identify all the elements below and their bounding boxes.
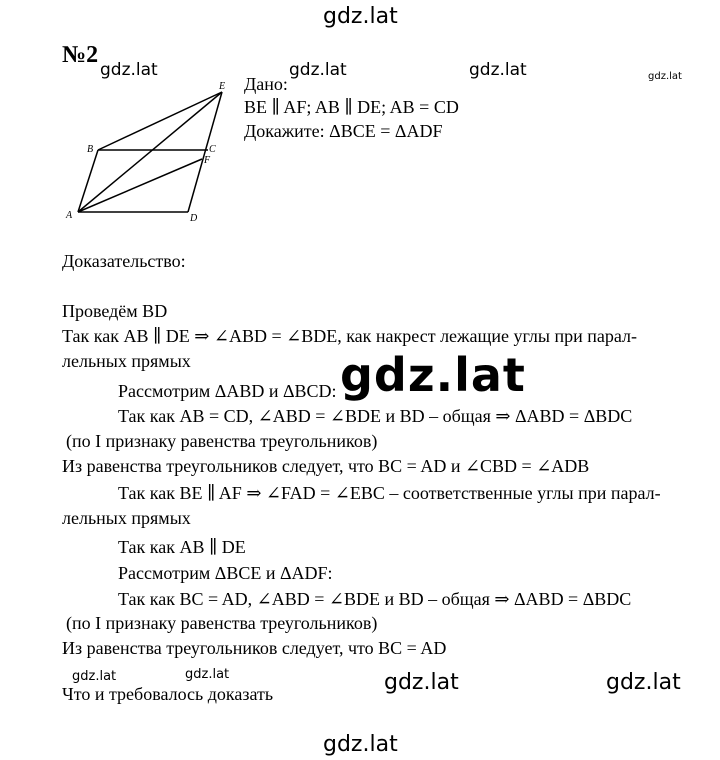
proof-line: Так как BE ∥ AF ⇒ ∠FAD = ∠EBC – соответственные углы при парал- [118, 483, 661, 503]
label-f: F [204, 155, 211, 166]
proof-line: Рассмотрим ΔABD и ΔBCD: [118, 381, 337, 401]
proof-line: (по I признаку равенства треугольников) [66, 431, 378, 451]
proof-line: Проведём BD [62, 301, 168, 321]
segment-ae [78, 92, 222, 212]
watermark-header-mid2: gdz.lat [469, 60, 527, 80]
segment-af [78, 159, 202, 212]
label-a: A [66, 210, 73, 221]
watermark-bottom-right: gdz.lat [606, 670, 681, 695]
watermark-bottom-left1: gdz.lat [72, 669, 117, 684]
label-d: D [190, 213, 198, 224]
watermark-header-mid1: gdz.lat [289, 60, 347, 80]
proof-line: (по I признаку равенства треугольников) [66, 613, 378, 633]
problem-number: №2 [62, 42, 99, 68]
proof-conclusion: Что и требовалось доказать [62, 684, 274, 704]
proof-line: Так как BC = AD, ∠ABD = ∠BDE и BD – общая ⇒ ΔABD = ΔBDC [118, 589, 632, 609]
proof-line: Из равенства треугольников следует, что BC = AD и ∠CBD = ∠ADB [62, 456, 590, 476]
watermark-footer: gdz.lat [323, 732, 398, 757]
proof-line: Так как AB ∥ DE [118, 537, 246, 557]
label-c: C [209, 144, 216, 155]
segment-be [98, 92, 222, 150]
given-label: Дано: [244, 74, 288, 94]
label-e: E [219, 81, 226, 92]
proof-line: лельных прямых [62, 508, 191, 528]
proof-line: Рассмотрим ΔBCE и ΔADF: [118, 563, 333, 583]
segment-dc [188, 92, 222, 212]
watermark-header-left: gdz.lat [100, 60, 158, 80]
proof-line: Так как AB = CD, ∠ABD = ∠BDE и BD – общая ⇒ ΔABD = ΔBDC [118, 406, 633, 426]
label-b: B [87, 144, 94, 155]
proof-heading: Доказательство: [62, 251, 186, 271]
given-conditions: BE ∥ AF; AB ∥ DE; AB = CD [244, 97, 459, 117]
watermark-center-big: gdz.lat [340, 348, 526, 402]
watermark-bottom-mid: gdz.lat [384, 670, 459, 695]
watermark-top: gdz.lat [323, 4, 398, 29]
proof-line: Так как AB ∥ DE ⇒ ∠ABD = ∠BDE, как накрест лежащие углы при парал- [62, 326, 638, 346]
watermark-header-right: gdz.lat [648, 71, 682, 82]
prove-statement: Докажите: ΔBCE = ΔADF [244, 121, 443, 141]
geometry-figure [62, 80, 242, 225]
watermark-bottom-left2: gdz.lat [185, 667, 230, 682]
proof-line: Из равенства треугольников следует, что BC = AD [62, 638, 447, 658]
proof-line: лельных прямых [62, 351, 191, 371]
